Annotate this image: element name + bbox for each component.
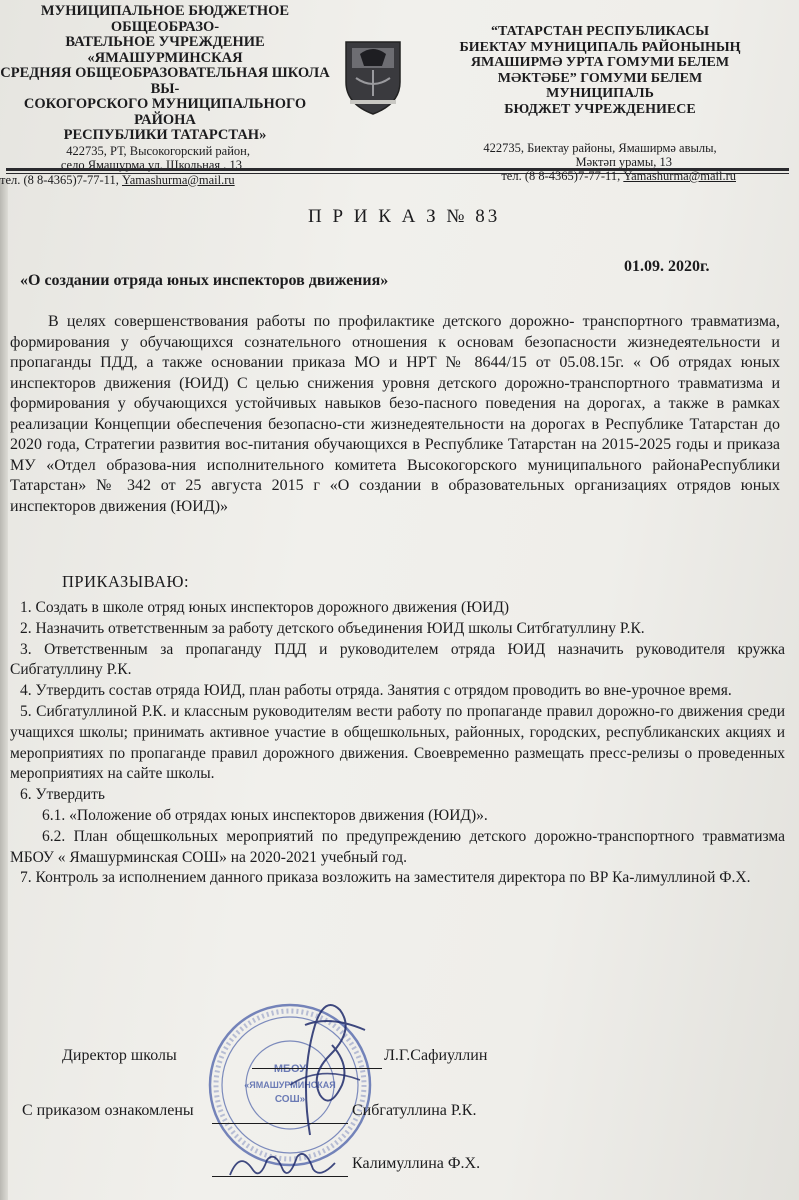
- person2-name: Калимуллина Ф.Х.: [352, 1155, 481, 1172]
- order-item: 7. Контроль за исполнением данного приказа возложить на заместителя директора по ВР Ка-лимуллиной Ф.Х.: [20, 869, 751, 887]
- header-right-line: ЯМАШИРМӘ УРТА ГОМУМИ БЕЛЕМ: [470, 55, 730, 70]
- order-item: 5. Сибгатуллиной Р.К. и классным руководителям вести работу по пропаганде правил дорожно-го движения среди учащихся школы; принимать активное участие в общешкольных, районных, городских, республиканских акциях и мероприятиях по пропаганде правил дорожного движения. Своевременно размещать пресс-релизы о проведенных мероприятиях на сайте школы.: [10, 702, 785, 783]
- order-word: ПРИКАЗЫВАЮ:: [62, 572, 190, 591]
- header-right-address-1: 422735, Биектау районы, Ямаширмә авылы,: [483, 141, 717, 155]
- stamp-text-line: МБОУ: [273, 1063, 307, 1075]
- director-signature-scribble: [270, 985, 380, 1145]
- person2-signature-scribble: [225, 1145, 340, 1185]
- order-subitem: 6.2. План общешкольных мероприятий по предупреждению детского дорожно-транспортного травматизма МБОУ « Ямашурминская СОШ» на 2020-2021 учебный год.: [10, 827, 785, 866]
- header-left-russian: [0, 4, 330, 188]
- header-right-line: БИЕКТАУ МУНИЦИПАЛЬ РАЙОНЫНЫҢ: [459, 39, 741, 55]
- order-items-list: [10, 598, 785, 889]
- order-subject: «О создании отряда юных инспекторов движения»: [20, 272, 389, 289]
- stamp-text-line: «ЯМАШУРМИНСКАЯ: [244, 1080, 336, 1090]
- header-left-email: Yamashurma@mail.ru: [121, 172, 235, 187]
- header-divider-thick: [6, 168, 789, 171]
- header-left-address-1: 422735, РТ, Высокогорский район,: [66, 143, 250, 158]
- header-right-line: БЮДЖЕТ УЧРЕЖДЕНИЕСЕ: [504, 101, 696, 117]
- order-date: 01.09. 2020г.: [624, 258, 710, 275]
- header-left-phone: тел. (8 8-4365)7-77-11,: [0, 172, 119, 187]
- order-item: 4. Утвердить состав отряда ЮИД, план работы отряда. Занятия с отрядом проводить во вне-урочное время.: [20, 682, 732, 700]
- order-item: 3. Ответственным за пропаганду ПДД и руководителем отряда ЮИД назначить руководителя кружка Сибгатуллину Р.К.: [10, 640, 785, 679]
- header-right-tatar: [450, 24, 750, 183]
- header-left-line: СРЕДНЯЯ ОБЩЕОБРАЗОВАТЕЛЬНАЯ ШКОЛА ВЫ-: [0, 65, 330, 97]
- header-left-line: СОКОГОРСКОГО МУНИЦИПАЛЬНОГО РАЙОНА: [23, 96, 307, 128]
- acquainted-label: С приказом ознакомлены: [22, 1102, 194, 1119]
- stamp-text-line: СОШ»: [274, 1094, 306, 1105]
- header-right-line: МӘКТӘБЕ” ГОМУМИ БЕЛЕМ МУНИЦИПАЛЬ: [497, 70, 703, 101]
- preamble-paragraph: В целях совершенствования работы по профилактике детского дорожно- транспортного травматизма, формирования у обучающихся сознательного отношения к основам безопасности жизнедеятельности и пропаганды ПДД, а также основании приказа МО и НРТ № 8644/15 от 05.08.15г. « Об отрядах юных инспекторов движения (ЮИД) С целью снижения уровня детского дорожно-транспортного травматизма и формирования у обучающихся устойчивых навыков безо-пасного поведения на дорогах, а также в рамках реализации Концепции обеспечения безопасно-сти жизнедеятельности на дорогах в Республике Татарстан до 2020 года, Стратегии развития вос-питания обучающихся в Республике Татарстан на 2015-2025 годы и приказа МУ «Отдел образова-ния исполнительного комитета Высокогорского муниципального районаРеспублики Татарстан» № 342 от 25 августа 2015 г «О создании в образовательных организациях отрядов юных инспекторов движения (ЮИД)»: [10, 313, 780, 515]
- header-left-line: МУНИЦИПАЛЬНОЕ БЮДЖЕТНОЕ ОБЩЕОБРАЗО-: [40, 3, 290, 35]
- header-right-line: “ТАТАРСТАН РЕСПУБЛИКАСЫ: [490, 24, 710, 39]
- page-edge-shadow: [0, 180, 8, 1200]
- header-right-phone: тел. (8 8-4365)7-77-11,: [501, 169, 621, 183]
- order-title: П Р И К А З № 83: [308, 206, 501, 227]
- header-right-address-2: Мәктәп урамы, 13: [575, 155, 672, 169]
- header-right-email: Yamashurma@mail.ru: [623, 169, 736, 183]
- header-left-line: ВАТЕЛЬНОЕ УЧРЕЖДЕНИЕ «ЯМАШУРМИНСКАЯ: [65, 34, 265, 66]
- person1-name: Сибгатуллина Р.К.: [352, 1102, 477, 1119]
- header-left-contact: [0, 173, 330, 189]
- order-subitem: 6.1. «Положение об отрядах юных инспекторов движения (ЮИД)».: [42, 806, 488, 824]
- director-name: Л.Г.Сафиуллин: [384, 1047, 488, 1064]
- order-item: 1. Создать в школе отряд юных инспекторов дорожного движения (ЮИД): [20, 599, 510, 616]
- header-left-address-2: село Ямашурма ул. Школьная , 13: [60, 157, 242, 172]
- order-item: 6. Утвердить: [20, 786, 105, 804]
- header-right-contact: [450, 169, 750, 183]
- header-divider-thin: [6, 173, 789, 174]
- director-label: Директор школы: [62, 1047, 177, 1064]
- coat-of-arms-emblem: [342, 38, 404, 116]
- order-item: 2. Назначить ответственным за работу детского объединения ЮИД школы Ситбгатуллину Р.К.: [20, 619, 645, 637]
- header-left-line: РЕСПУБЛИКИ ТАТАРСТАН»: [63, 127, 267, 143]
